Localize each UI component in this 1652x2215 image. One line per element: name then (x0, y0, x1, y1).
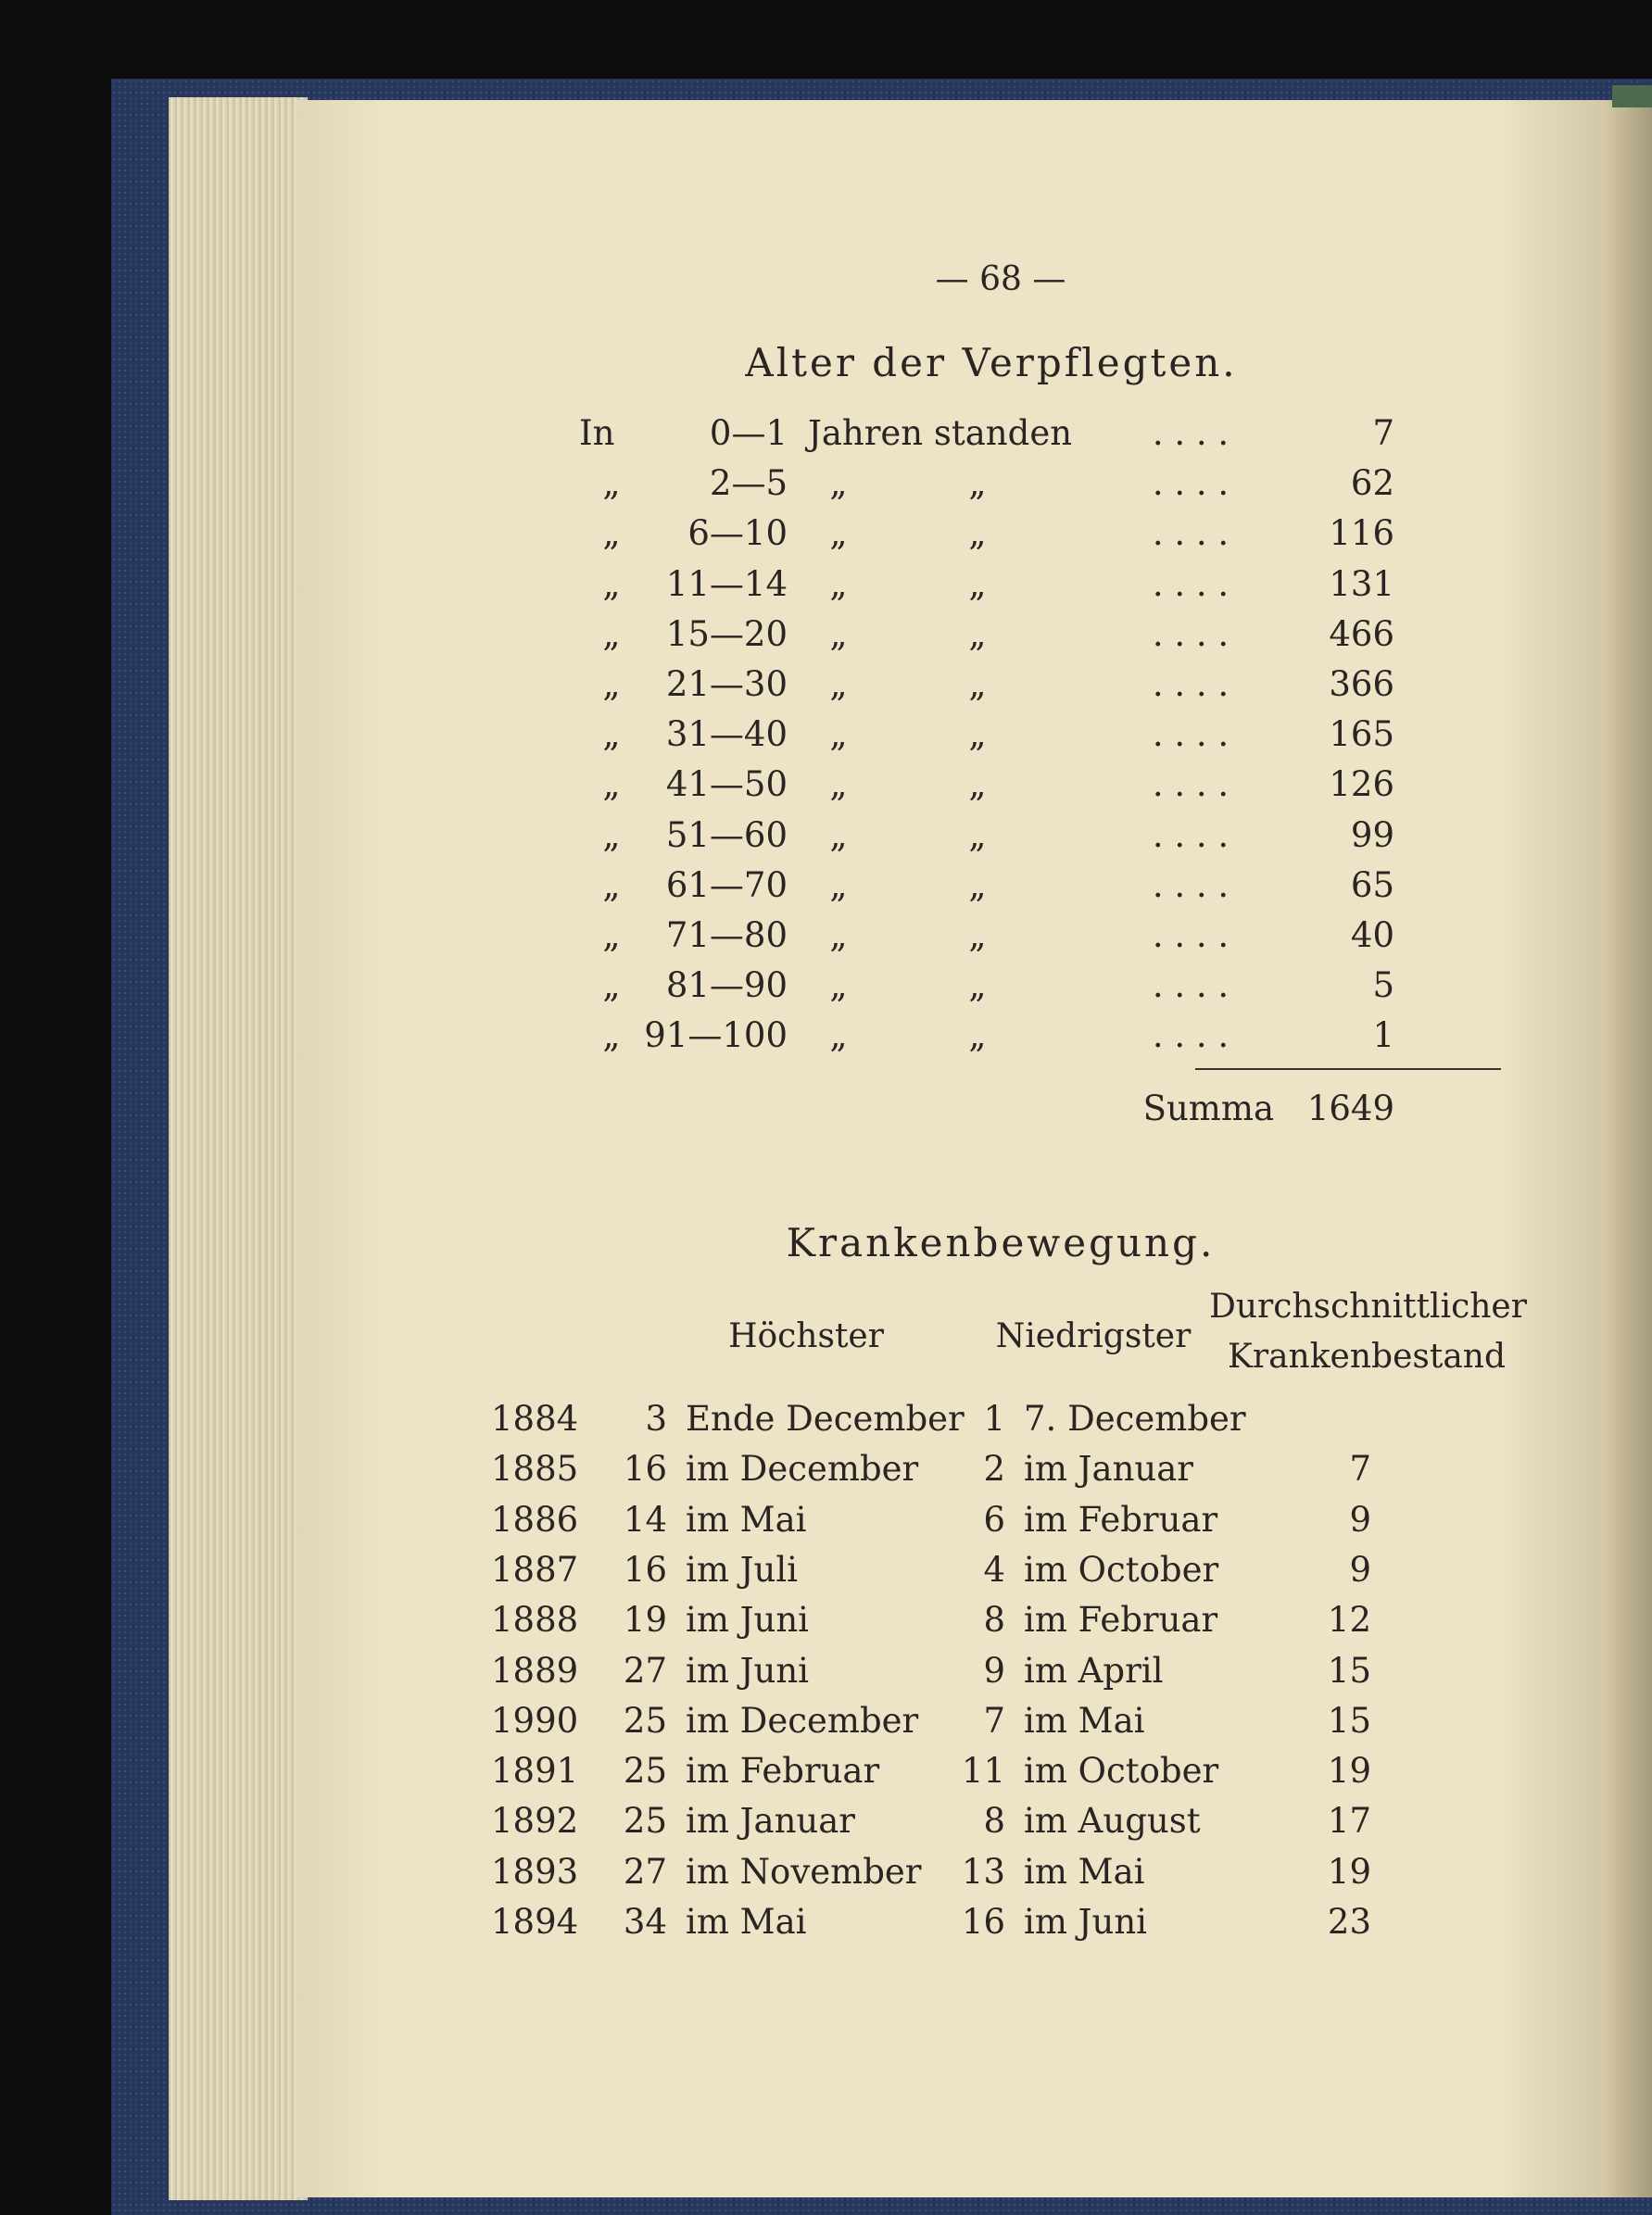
age-row-leader: . . . . (1152, 613, 1230, 654)
sum-rule (1195, 1068, 1501, 1070)
high-count-cell: 16 (623, 1449, 667, 1490)
high-count-cell: 14 (623, 1499, 667, 1540)
high-when-cell: im Juni (686, 1650, 810, 1691)
low-when-cell: im October (1024, 1751, 1219, 1792)
average-cell: 15 (1327, 1650, 1371, 1691)
age-row-ditto: „ (829, 664, 848, 704)
age-row-prefix: In (579, 413, 615, 453)
age-row-count: 366 (1329, 664, 1394, 704)
high-when-cell: im Juni (686, 1600, 810, 1641)
age-row-ditto: „ (968, 714, 987, 755)
low-count-cell: 6 (983, 1499, 1005, 1540)
low-when-cell: im Januar (1024, 1449, 1193, 1490)
low-when-cell: im Juni (1024, 1902, 1148, 1942)
age-row-range: 11—14 (665, 563, 788, 604)
year-cell: 1885 (491, 1449, 579, 1490)
age-row-leader: . . . . (1152, 664, 1230, 704)
low-when-cell: im Februar (1024, 1600, 1218, 1641)
age-row-ditto: „ (968, 563, 987, 604)
age-row-unit: Jahren standen (808, 413, 1073, 453)
low-count-cell: 2 (983, 1449, 1005, 1490)
gutter-strip (1612, 85, 1652, 107)
year-cell: 1884 (491, 1399, 579, 1439)
age-row-ditto: „ (829, 764, 848, 805)
age-row-leader: . . . . (1152, 714, 1230, 755)
age-row-count: 40 (1350, 915, 1394, 955)
age-row-ditto: „ (829, 864, 848, 905)
low-when-cell: im Februar (1024, 1499, 1218, 1540)
age-row-range: 6—10 (687, 513, 788, 554)
age-section-title: Alter der Verpflegten. (745, 340, 1238, 385)
low-when-cell: 7. December (1024, 1399, 1246, 1439)
age-row-prefix: „ (602, 764, 621, 805)
year-cell: 1889 (491, 1650, 579, 1691)
year-cell: 1892 (491, 1801, 579, 1842)
high-when-cell: im December (686, 1449, 919, 1490)
age-row-ditto: „ (829, 915, 848, 955)
low-count-cell: 13 (961, 1851, 1005, 1892)
age-row-count: 7 (1372, 413, 1394, 453)
age-row-ditto: „ (968, 915, 987, 955)
low-count-cell: 7 (983, 1700, 1005, 1741)
age-row-range: 91—100 (644, 1015, 788, 1056)
average-cell: 15 (1327, 1700, 1371, 1741)
high-count-cell: 25 (623, 1700, 667, 1741)
age-row-ditto: „ (829, 814, 848, 855)
high-when-cell: im Februar (686, 1751, 880, 1792)
age-row-prefix: „ (602, 513, 621, 554)
age-row-range: 2—5 (709, 463, 788, 504)
high-when-cell: im Mai (686, 1902, 807, 1942)
age-row-prefix: „ (602, 563, 621, 604)
low-when-cell: im Mai (1024, 1700, 1145, 1741)
age-row-prefix: „ (602, 664, 621, 704)
sum-label: Summa (1142, 1089, 1274, 1128)
high-count-cell: 3 (645, 1399, 667, 1439)
header-highest: Höchster (728, 1317, 884, 1355)
age-row-ditto: „ (829, 714, 848, 755)
age-row-count: 5 (1372, 965, 1394, 1006)
age-row-count: 126 (1329, 764, 1394, 805)
age-row-range: 41—50 (665, 764, 788, 805)
average-cell: 7 (1349, 1449, 1371, 1490)
average-cell: 17 (1327, 1801, 1371, 1842)
low-when-cell: im August (1024, 1801, 1201, 1842)
age-row-leader: . . . . (1152, 413, 1230, 453)
low-when-cell: im Mai (1024, 1851, 1145, 1892)
header-average-line1: Durchschnittlicher (1209, 1288, 1527, 1326)
age-row-leader: . . . . (1152, 814, 1230, 855)
high-when-cell: Ende December (686, 1399, 965, 1439)
header-lowest: Niedrigster (995, 1317, 1192, 1355)
average-cell: 12 (1327, 1600, 1371, 1641)
age-row-ditto: „ (968, 864, 987, 905)
age-row-ditto: „ (829, 1015, 848, 1056)
age-row-count: 165 (1329, 714, 1394, 755)
age-row-leader: . . . . (1152, 463, 1230, 504)
patient-section-title: Krankenbewegung. (786, 1220, 1216, 1265)
year-cell: 1891 (491, 1751, 579, 1792)
age-row-prefix: „ (602, 714, 621, 755)
age-row-range: 51—60 (665, 814, 788, 855)
age-row-count: 99 (1350, 814, 1394, 855)
low-when-cell: im April (1024, 1650, 1164, 1691)
low-count-cell: 8 (983, 1801, 1005, 1842)
high-when-cell: im December (686, 1700, 919, 1741)
page-edges (169, 97, 308, 2200)
header-average-line2: Krankenbestand (1227, 1338, 1507, 1376)
low-when-cell: im October (1024, 1549, 1219, 1590)
age-row-range: 21—30 (665, 664, 788, 704)
age-row-range: 0—1 (709, 413, 788, 453)
age-row-leader: . . . . (1152, 1015, 1230, 1056)
low-count-cell: 1 (983, 1399, 1005, 1439)
high-count-cell: 34 (623, 1902, 667, 1942)
low-count-cell: 8 (983, 1600, 1005, 1641)
age-row-ditto: „ (829, 613, 848, 654)
age-row-range: 31—40 (665, 714, 788, 755)
high-when-cell: im November (686, 1851, 922, 1892)
age-row-leader: . . . . (1152, 563, 1230, 604)
age-row-prefix: „ (602, 965, 621, 1006)
age-row-count: 131 (1329, 563, 1394, 604)
age-row-ditto: „ (968, 664, 987, 704)
low-count-cell: 11 (961, 1751, 1005, 1792)
high-count-cell: 19 (623, 1600, 667, 1641)
age-row-prefix: „ (602, 613, 621, 654)
age-row-prefix: „ (602, 1015, 621, 1056)
age-row-ditto: „ (829, 563, 848, 604)
high-count-cell: 27 (623, 1851, 667, 1892)
average-cell: 23 (1327, 1902, 1371, 1942)
year-cell: 1990 (491, 1700, 579, 1741)
age-row-count: 1 (1372, 1015, 1394, 1056)
age-row-ditto: „ (829, 513, 848, 554)
age-row-prefix: „ (602, 864, 621, 905)
age-row-ditto: „ (968, 814, 987, 855)
age-row-ditto: „ (968, 513, 987, 554)
age-row-ditto: „ (968, 764, 987, 805)
book-gutter (1601, 100, 1652, 2197)
high-when-cell: im Juli (686, 1549, 799, 1590)
age-row-range: 15—20 (665, 613, 788, 654)
age-row-leader: . . . . (1152, 764, 1230, 805)
high-count-cell: 25 (623, 1801, 667, 1842)
year-cell: 1887 (491, 1549, 579, 1590)
average-cell: 9 (1349, 1499, 1371, 1540)
high-count-cell: 27 (623, 1650, 667, 1691)
age-row-leader: . . . . (1152, 513, 1230, 554)
sum-value: 1649 (1306, 1089, 1394, 1128)
age-row-range: 71—80 (665, 915, 788, 955)
age-row-ditto: „ (968, 1015, 987, 1056)
age-row-prefix: „ (602, 463, 621, 504)
high-count-cell: 16 (623, 1549, 667, 1590)
low-count-cell: 9 (983, 1650, 1005, 1691)
age-row-count: 116 (1329, 513, 1394, 554)
year-cell: 1893 (491, 1851, 579, 1892)
age-row-ditto: „ (829, 463, 848, 504)
age-row-ditto: „ (968, 965, 987, 1006)
age-row-leader: . . . . (1152, 864, 1230, 905)
age-row-count: 62 (1350, 463, 1394, 504)
age-row-range: 81—90 (665, 965, 788, 1006)
age-row-ditto: „ (829, 965, 848, 1006)
year-cell: 1894 (491, 1902, 579, 1942)
age-row-range: 61—70 (665, 864, 788, 905)
age-row-leader: . . . . (1152, 965, 1230, 1006)
year-cell: 1888 (491, 1600, 579, 1641)
high-count-cell: 25 (623, 1751, 667, 1792)
age-row-count: 466 (1329, 613, 1394, 654)
average-cell: 9 (1349, 1549, 1371, 1590)
year-cell: 1886 (491, 1499, 579, 1540)
age-row-count: 65 (1350, 864, 1394, 905)
high-when-cell: im Mai (686, 1499, 807, 1540)
average-cell: 19 (1327, 1851, 1371, 1892)
age-row-prefix: „ (602, 814, 621, 855)
average-cell: 19 (1327, 1751, 1371, 1792)
page-number: — 68 — (935, 260, 1066, 298)
high-when-cell: im Januar (686, 1801, 855, 1842)
age-row-leader: . . . . (1152, 915, 1230, 955)
age-row-ditto: „ (968, 613, 987, 654)
low-count-cell: 4 (983, 1549, 1005, 1590)
age-row-ditto: „ (968, 463, 987, 504)
age-row-prefix: „ (602, 915, 621, 955)
low-count-cell: 16 (961, 1902, 1005, 1942)
